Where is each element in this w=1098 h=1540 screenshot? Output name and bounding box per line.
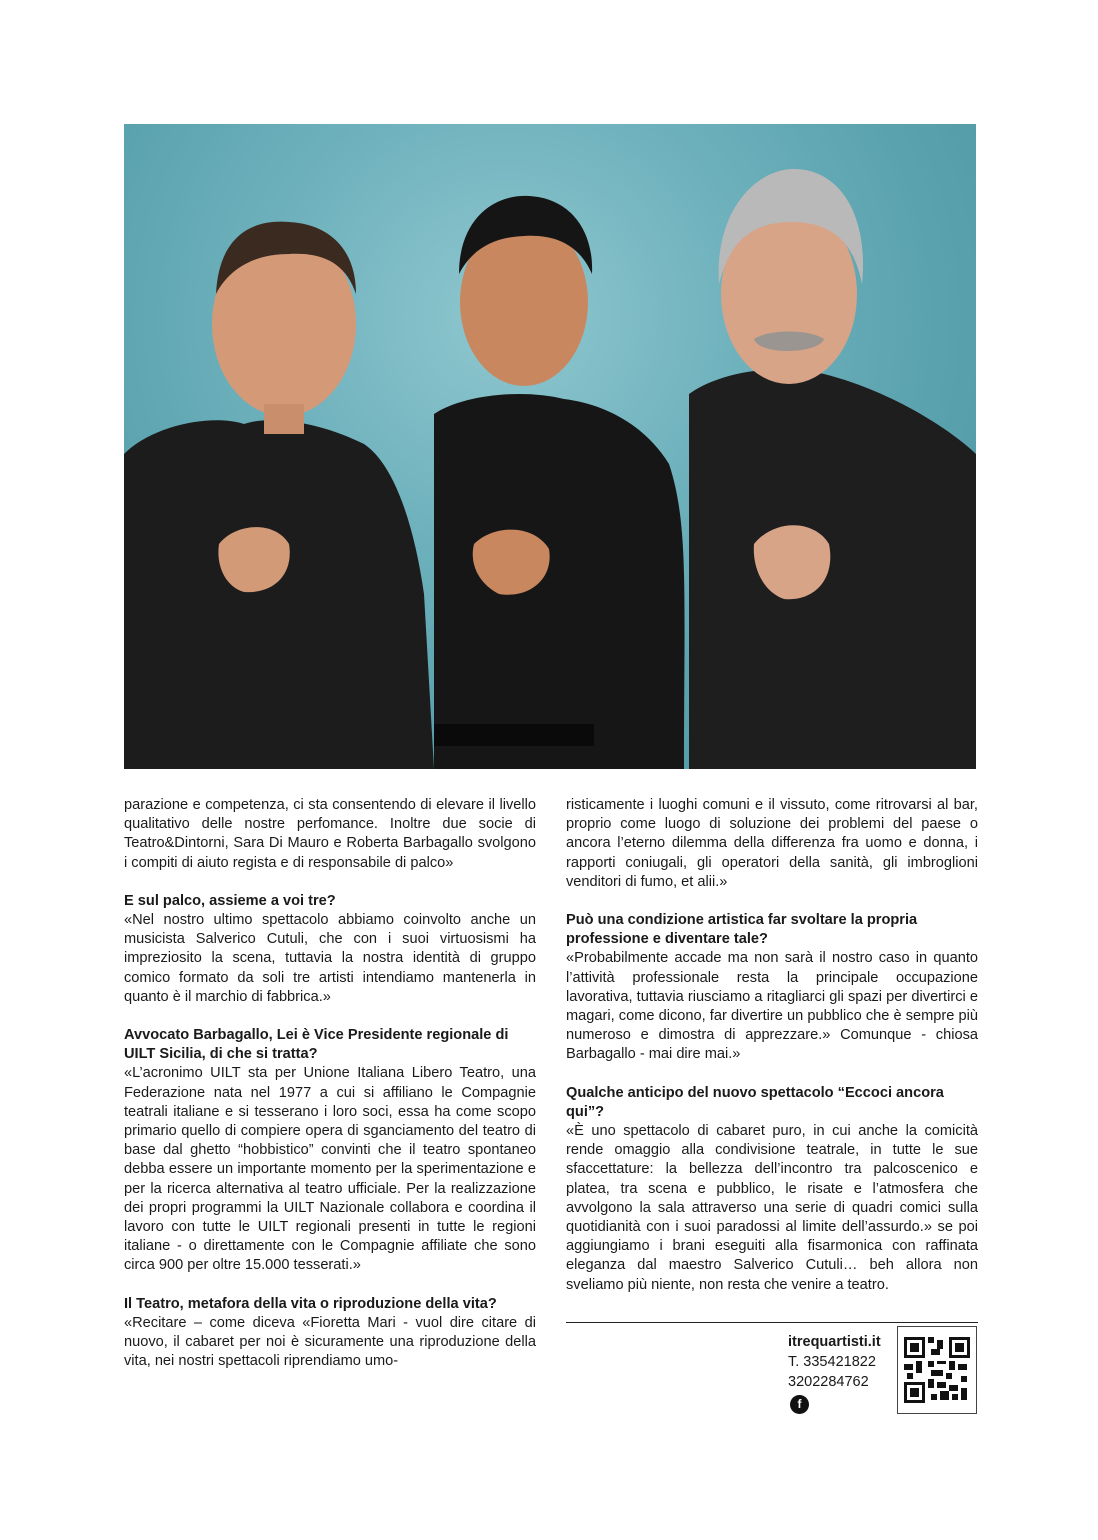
question-heading: Qualche anticipo del nuovo spettacolo “Eccoci ancora qui”? — [566, 1084, 944, 1120]
three-performers-image — [124, 124, 976, 769]
website-link[interactable]: itrequartisti.it — [788, 1334, 881, 1350]
group-photo — [124, 124, 976, 769]
question-heading: Avvocato Barbagallo, Lei è Vice Presidente regionale di UILT Sicilia, di che si tratta? — [124, 1027, 509, 1063]
question-heading: Può una condizione artistica far svoltare la propria professione e diventare tale? — [566, 912, 918, 948]
article-left-column — [124, 796, 536, 1371]
answer-paragraph: «È uno spettacolo di cabaret puro, in cui anche la comicità rende omaggio alla condivisione teatrale, in tutte le sue sfaccettature: la bellezza dell’incontro tra palcoscenico e platea, tra scena e pubblico, le risate e l’atmosfera che avvolgono la sala attraverso una serie di quadri comici sulla quotidianità con i suoi paradossi al limite dell’assurdo.» se poi aggiungiamo i brani eseguiti alla fisarmonica con raffinata eleganza dal maestro Salverico Cutuli… beh allora non sveliamo più niente, non resta che venire a teatro. — [566, 1123, 978, 1293]
phone-number: T. 335421822 — [788, 1354, 876, 1370]
paragraph: risticamente i luoghi comuni e il vissuto, come ritrovarsi al bar, proprio come luogo di soluzione dei problemi del paese o ancora l’eterno dilemma della differenza fra uomo e donna, i rapporti coniugali, gli operatori della sanità, gli imbroglioni venditori di fumo, et alii.» — [566, 797, 978, 890]
question-heading: E sul palco, assieme a voi tre? — [124, 892, 336, 909]
answer-paragraph: «L’acronimo UILT sta per Unione Italiana Libero Teatro, una Federazione nata nel 1977 a cui si affiliano le Compagnie teatrali italiane e si tesserano i loro soci, essa ha come scopo primario quello di compiere opera di sganciamento del teatro di base dal ghetto “hobbistico” convinti che il teatro spontaneo debba essere un importante momento per la sperimentazione e per la ricerca alternativa al teatro ufficiale. Per la realizzazione dei propri programmi la UILT Nazionale collabora e coordina il lavoro con tutte le UILT regionali presenti in tutte le regioni italiane - o direttamente con le Compagnie affiliate che sono circa 900 per oltre 15.000 tesserati.» — [124, 1065, 536, 1274]
contact-info — [788, 1332, 881, 1414]
phone-number: 3202284762 — [788, 1374, 869, 1390]
question-heading: Il Teatro, metafora della vita o riproduzione della vita? — [124, 1295, 497, 1312]
answer-paragraph: «Recitare – come diceva «Fioretta Mari - vuol dire citare di nuovo, il cabaret per noi è sicuramente una riproduzione della vita, nei nostri spettacoli riprendiamo umo- — [124, 1314, 536, 1370]
contact-box — [566, 1322, 978, 1411]
answer-paragraph: «Nel nostro ultimo spettacolo abbiamo coinvolto anche un musicista Salverico Cutuli, che con i suoi virtuosismi ha impreziosito la scena, tuttavia la nostra identità di gruppo comico formato da soli tre artisti intendiamo mantenerla in quanto è il marchio di fabbrica.» — [124, 912, 536, 1005]
article-right-column — [566, 796, 978, 1295]
paragraph: parazione e competenza, ci sta consentendo di elevare il livello qualitativo delle nostre perfomance. Inoltre due socie di Teatro&Dintorni, Sara Di Mauro e Roberta Barbagallo svolgono i compiti di aiuto regista e di responsabile di palco» — [124, 797, 536, 871]
answer-paragraph: «Probabilmente accade ma non sarà il nostro caso in quanto l’attività professionale resta la principale occupazione lavorativa, tuttavia riusciamo a ritagliarci gli spazi per divertirci e magari, come dicono, far divertire un pubblico che è sempre più numeroso e dimostra di apprezzare.» Comunque - chiosa Barbagallo - mai dire mai.» — [566, 950, 978, 1063]
divider — [566, 1322, 978, 1323]
qr-code-icon — [897, 1326, 977, 1414]
facebook-icon[interactable]: f — [790, 1395, 809, 1414]
